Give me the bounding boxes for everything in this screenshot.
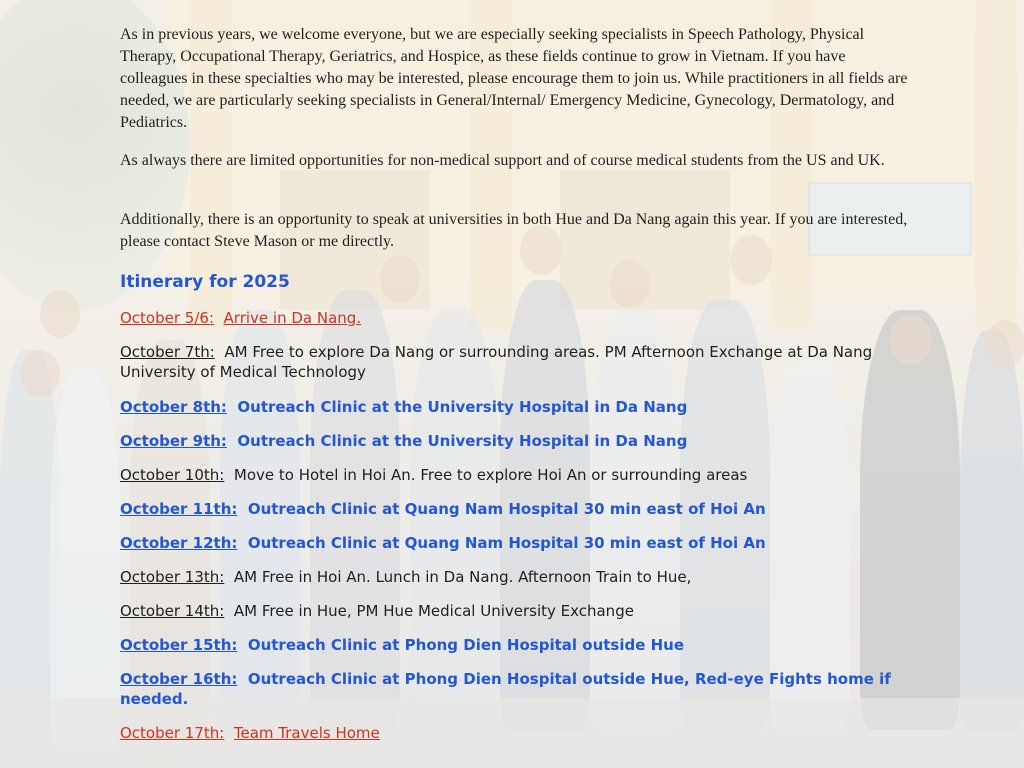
itinerary-date: October 17th: <box>120 724 225 742</box>
itinerary-item-oct-7 <box>120 342 920 382</box>
itinerary-item-oct-17[interactable] <box>120 723 920 743</box>
itinerary-date: October 13th: <box>120 568 225 586</box>
itinerary-date: October 11th: <box>120 500 238 518</box>
itinerary-item-oct-14 <box>120 601 920 621</box>
itinerary-date: October 9th: <box>120 432 227 450</box>
itinerary-date: October 14th: <box>120 602 225 620</box>
itinerary-description: Move to Hotel in Hoi An. Free to explore Hoi An or surrounding areas <box>233 466 748 484</box>
itinerary-item-oct-9[interactable] <box>120 431 920 451</box>
itinerary-date: October 8th: <box>120 398 227 416</box>
itinerary-description: Outreach Clinic at the University Hospital in Da Nang <box>237 432 688 450</box>
itinerary-description: Team Travels Home <box>233 724 380 742</box>
itinerary-description: Outreach Clinic at the University Hospital in Da Nang <box>237 398 688 416</box>
itinerary-description: Outreach Clinic at Quang Nam Hospital 30 min east of Hoi An <box>247 500 766 518</box>
itinerary-description: AM Free to explore Da Nang or surrounding areas. PM Afternoon Exchange at Da Nang University of Medical Technology <box>120 343 873 381</box>
itinerary-item-oct-8[interactable] <box>120 397 920 417</box>
itinerary-description: AM Free in Hue, PM Hue Medical University Exchange <box>233 602 634 620</box>
itinerary-date: October 12th: <box>120 534 238 552</box>
itinerary-date: October 15th: <box>120 636 238 654</box>
intro-paragraph-non-medical: As always there are limited opportunities for non-medical support and of course medical students from the US and UK. <box>120 152 885 169</box>
itinerary-description: Outreach Clinic at Quang Nam Hospital 30 min east of Hoi An <box>247 534 766 552</box>
intro-paragraph-universities: Additionally, there is an opportunity to speak at universities in both Hue and Da Nang again this year. If you are interested, please contact Steve Mason or me directly. <box>120 211 908 250</box>
itinerary-item-oct-12[interactable] <box>120 533 920 553</box>
itinerary-item-oct-5-6[interactable] <box>120 308 920 328</box>
itinerary-description: AM Free in Hoi An. Lunch in Da Nang. Afternoon Train to Hue, <box>233 568 692 586</box>
itinerary-description: Arrive in Da Nang. <box>223 309 362 327</box>
itinerary-description: Outreach Clinic at Phong Dien Hospital outside Hue, Red-eye Fights home if needed. <box>120 670 891 708</box>
itinerary-item-oct-11[interactable] <box>120 499 920 519</box>
intro-paragraph-specialists: As in previous years, we welcome everyone, but we are especially seeking specialists in Speech Pathology, Physical Therapy, Occupational Therapy, Geriatrics, and Hospice, as these fields continue to grow in Vietnam. If you have colleagues in these specialties who may be interested, please encourage them to join us. While practitioners in all fields are needed, we are particularly seeking specialists in General/Internal/ Emergency Medicine, Gynecology, Dermatology, and Pediatrics. <box>120 26 908 131</box>
itinerary-item-oct-15[interactable] <box>120 635 920 655</box>
itinerary-date: October 16th: <box>120 670 238 688</box>
itinerary-date: October 10th: <box>120 466 225 484</box>
itinerary-date: October 5/6: <box>120 309 214 327</box>
itinerary-date: October 7th: <box>120 343 215 361</box>
itinerary-item-oct-13 <box>120 567 920 587</box>
itinerary-item-oct-10 <box>120 465 920 485</box>
itinerary-heading: Itinerary for 2025 <box>120 272 290 292</box>
itinerary-item-oct-16[interactable] <box>120 669 920 709</box>
itinerary-description: Outreach Clinic at Phong Dien Hospital outside Hue <box>247 636 685 654</box>
